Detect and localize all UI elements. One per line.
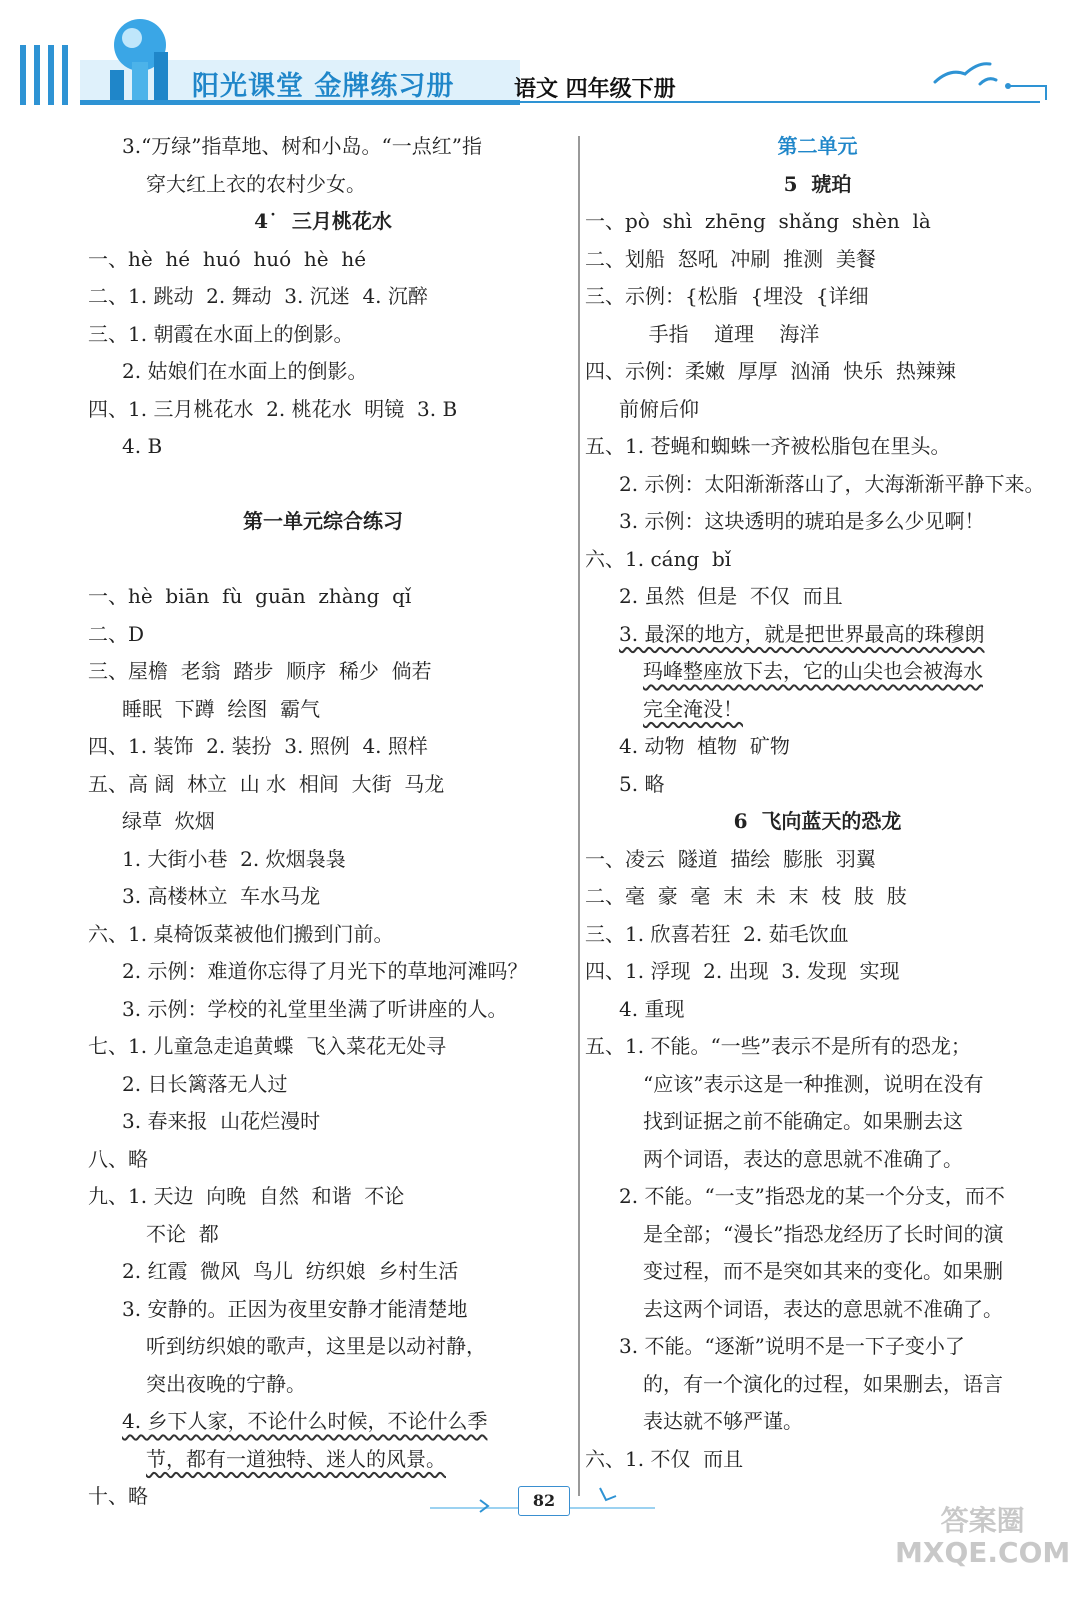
answer-text: 4. 动物 植物 矿物 xyxy=(619,734,790,758)
answer-line xyxy=(585,1253,1050,1291)
right-answer-column xyxy=(585,128,1050,1478)
answer-line xyxy=(88,1141,558,1179)
answer-text: 四、1. 装饰 2. 装扮 3. 照例 4. 照样 xyxy=(88,734,428,758)
answer-line xyxy=(585,1328,1050,1366)
answer-text: 绿草 炊烟 xyxy=(122,809,215,833)
answer-line xyxy=(88,128,558,166)
answer-line xyxy=(585,1103,1050,1141)
answer-text: 前俯后仰 xyxy=(619,396,699,421)
answer-text: 二、D xyxy=(88,621,145,646)
answer-line xyxy=(585,1403,1050,1441)
answer-text: 3. 最深的地方，就是把世界最高的珠穆朗 xyxy=(619,621,985,646)
answer-text: 6 飞向蓝天的恐龙 xyxy=(733,809,902,833)
answer-text: 1. 大街小巷 2. 炊烟袅袅 xyxy=(122,846,346,871)
answer-line xyxy=(585,1066,1050,1104)
answer-text: 四、1. 三月桃花水 2. 桃花水 明镜 3. B xyxy=(88,396,458,421)
answer-text: 穿大红上衣的农村少女。 xyxy=(146,171,366,196)
answer-line xyxy=(585,841,1050,879)
answer-text: 玛峰整座放下去，它的山尖也会被海水 xyxy=(643,659,983,683)
answer-text: 2. 虽然 但是 不仅 而且 xyxy=(619,584,843,608)
answer-line xyxy=(585,1178,1050,1216)
logo-globe-icon xyxy=(110,19,168,100)
answer-text: 4. B xyxy=(122,434,163,458)
answer-text: 七、1. 儿童急走追黄蝶 飞入菜花无处寻 xyxy=(88,1034,447,1058)
answer-line xyxy=(88,278,558,316)
answer-line xyxy=(88,1103,558,1141)
answer-line xyxy=(88,1291,558,1329)
unit-title xyxy=(585,128,1050,166)
answer-text: 3. 安静的。正因为夜里安静才能清楚地 xyxy=(122,1296,468,1321)
answer-text: 3. 示例：学校的礼堂里坐满了听讲座的人。 xyxy=(122,996,508,1021)
answer-line xyxy=(88,166,558,204)
answer-line xyxy=(88,1441,558,1479)
answer-text: 2. 示例：难道你忘得了月光下的草地河滩吗？ xyxy=(122,959,528,983)
section-title xyxy=(585,803,1050,841)
answer-line xyxy=(88,803,558,841)
answer-line xyxy=(88,653,558,691)
answer-text: 找到证据之前不能确定。如果删去这 xyxy=(643,1109,963,1133)
answer-text: 十、略 xyxy=(88,1484,148,1508)
answer-line xyxy=(585,541,1050,579)
answer-text: 一、凌云 隧道 描绘 膨胀 羽翼 xyxy=(585,846,876,871)
answer-line xyxy=(88,1066,558,1104)
answer-text: 三、1. 朝霞在水面上的倒影。 xyxy=(88,321,354,346)
answer-line xyxy=(585,1141,1050,1179)
answer-line xyxy=(585,953,1050,991)
answer-line xyxy=(585,653,1050,691)
answer-line xyxy=(88,766,558,804)
section-title xyxy=(88,203,558,241)
answer-text: 六、1. 桌椅饭菜被他们搬到门前。 xyxy=(88,921,394,946)
birds-icon xyxy=(935,64,996,84)
answer-text: 一、hè biān fù guān zhàng qǐ xyxy=(88,584,412,608)
answer-text: 六、1. cáng bǐ xyxy=(585,546,732,571)
subject-grade: 语文 四年级下册 xyxy=(514,76,676,102)
answer-text: 二、1. 跳动 2. 舞动 3. 沉迷 4. 沉醉 xyxy=(88,284,428,308)
answer-line xyxy=(585,391,1050,429)
answer-text: 2. 姑娘们在水面上的倒影。 xyxy=(122,359,368,383)
left-answer-column xyxy=(88,128,558,1516)
answer-line xyxy=(585,1028,1050,1066)
answer-line xyxy=(88,1403,558,1441)
answer-text: 二、划船 怒吼 冲刷 推测 美餐 xyxy=(585,246,876,271)
answer-line xyxy=(88,391,558,429)
answer-text: 完全淹没！ xyxy=(643,696,743,721)
answer-text: 3. 高楼林立 车水马龙 xyxy=(122,884,321,908)
answer-line xyxy=(88,1253,558,1291)
page-header xyxy=(0,0,1085,120)
section-title xyxy=(88,503,558,541)
answer-text: 3.“万绿”指草地、树和小岛。“一点红”指 xyxy=(122,134,482,158)
answer-line xyxy=(88,466,558,504)
answer-text: 5. 略 xyxy=(619,771,665,796)
answer-line xyxy=(585,1216,1050,1254)
answer-text: 四、1. 浮现 2. 出现 3. 发现 实现 xyxy=(585,959,900,983)
answer-text: 五、1. 不能。“一些”表示不是所有的恐龙； xyxy=(585,1034,971,1058)
answer-line xyxy=(88,878,558,916)
answer-text: 第二单元 xyxy=(777,134,858,158)
answer-line xyxy=(88,616,558,654)
answer-line xyxy=(88,578,558,616)
answer-text: 5 琥珀 xyxy=(783,171,852,196)
watermark-text: 答案圈 MXQE.COM xyxy=(895,1504,1071,1569)
answer-line xyxy=(88,353,558,391)
answer-line xyxy=(88,1216,558,1254)
answer-text: 2. 示例：太阳渐渐落山了，大海渐渐平静下来。 xyxy=(619,471,1045,496)
answer-line xyxy=(88,728,558,766)
answer-text: “应该”表示这是一种推测，说明在没有 xyxy=(643,1071,984,1096)
watermark xyxy=(895,1505,1070,1569)
section-title xyxy=(585,166,1050,204)
answer-line xyxy=(88,691,558,729)
answer-text: 一、hè hé huó huó hè hé xyxy=(88,246,367,271)
answer-line xyxy=(585,203,1050,241)
answer-text: 去这两个词语，表达的意思就不准确了。 xyxy=(643,1296,1003,1321)
answer-line xyxy=(585,728,1050,766)
answer-text: 手指 道理 海洋 xyxy=(585,321,820,346)
answer-text: 九、1. 天边 向晚 自然 和谐 不论 xyxy=(88,1184,405,1208)
answer-line xyxy=(585,616,1050,654)
answer-text: 六、1. 不仅 而且 xyxy=(585,1446,744,1471)
answer-text: 4. 乡下人家，不论什么时候，不论什么季 xyxy=(122,1409,488,1433)
answer-line xyxy=(585,1441,1050,1479)
answer-line xyxy=(585,578,1050,616)
answer-line xyxy=(88,1028,558,1066)
series-title: 阳光课堂 金牌练习册 xyxy=(192,71,455,102)
answer-text: 三、1. 欣喜若狂 2. 茹毛饮血 xyxy=(585,921,849,946)
answer-text: 两个词语，表达的意思就不准确了。 xyxy=(643,1146,963,1171)
answer-text: 节，都有一道独特、迷人的风景。 xyxy=(146,1446,446,1471)
answer-line xyxy=(88,916,558,954)
answer-line xyxy=(585,691,1050,729)
answer-line xyxy=(585,766,1050,804)
answer-line xyxy=(88,241,558,279)
answer-text: 二、毫 豪 毫 末 未 末 枝 肢 肢 xyxy=(585,884,907,908)
answer-line xyxy=(88,1328,558,1366)
answer-line xyxy=(88,991,558,1029)
column-divider xyxy=(578,136,580,1496)
answer-text: 2. 红霞 微风 鸟儿 纺织娘 乡村生活 xyxy=(122,1259,459,1283)
answer-line xyxy=(585,428,1050,466)
answer-line xyxy=(585,316,1050,354)
answer-text: 是全部；“漫长”指恐龙经历了长时间的演 xyxy=(643,1221,1004,1246)
answer-text: 睡眠 下蹲 绘图 霸气 xyxy=(122,696,321,721)
answer-line xyxy=(88,1366,558,1404)
answer-text: 三、屋檐 老翁 踏步 顺序 稀少 倘若 xyxy=(88,659,432,683)
answer-text: 八、略 xyxy=(88,1146,148,1171)
left-stripes-decoration xyxy=(20,45,68,105)
answer-text: 一、pò shì zhēng shǎng shèn là xyxy=(585,209,931,233)
answer-line xyxy=(88,953,558,991)
answer-text: 3. 不能。“逐渐”说明不是一下子变小了 xyxy=(619,1334,965,1358)
answer-text: 第一单元综合练习 xyxy=(243,509,403,533)
answer-line xyxy=(88,841,558,879)
answer-text: 突出夜晚的宁静。 xyxy=(146,1371,306,1396)
answer-line xyxy=(585,241,1050,279)
answer-line xyxy=(88,541,558,579)
answer-line xyxy=(585,503,1050,541)
answer-text: 听到纺织娘的歌声，这里是以动衬静， xyxy=(146,1334,486,1358)
answer-text: 变过程，而不是突如其来的变化。如果删 xyxy=(643,1259,1003,1283)
answer-line xyxy=(585,1291,1050,1329)
answer-text: 三、示例：{松脂 {埋没 {详细 xyxy=(585,284,869,308)
answer-line xyxy=(585,278,1050,316)
answer-line xyxy=(88,1178,558,1216)
answer-text: 五、1. 苍蝇和蜘蛛一齐被松脂包在里头。 xyxy=(585,434,951,458)
answer-text: 四、示例：柔嫩 厚厚 汹涌 快乐 热辣辣 xyxy=(585,359,956,383)
answer-text: 4. 重现 xyxy=(619,996,685,1021)
answer-line xyxy=(88,428,558,466)
answer-line xyxy=(585,353,1050,391)
answer-text: 不论 都 xyxy=(146,1221,219,1246)
answer-text: 2. 不能。“一支”指恐龙的某一个分支，而不 xyxy=(619,1184,1005,1208)
answer-line xyxy=(585,991,1050,1029)
answer-text: 的，有一个演化的过程，如果删去，语言 xyxy=(643,1371,1003,1396)
answer-line xyxy=(585,878,1050,916)
answer-text: 3. 示例：这块透明的琥珀是多么少见啊！ xyxy=(619,509,985,533)
answer-text: 2. 日长篱落无人过 xyxy=(122,1071,288,1096)
answer-line xyxy=(585,1366,1050,1404)
answer-text: 4˙ 三月桃花水 xyxy=(254,209,392,233)
answer-line xyxy=(88,316,558,354)
page-number: 82 xyxy=(518,1486,570,1516)
answer-text: 3. 春来报 山花烂漫时 xyxy=(122,1109,321,1133)
answer-text: 表达就不够严谨。 xyxy=(643,1409,803,1433)
answer-line xyxy=(585,466,1050,504)
answer-line xyxy=(585,916,1050,954)
answer-text: 五、高 阔 林立 山 水 相间 大街 马龙 xyxy=(88,771,445,796)
